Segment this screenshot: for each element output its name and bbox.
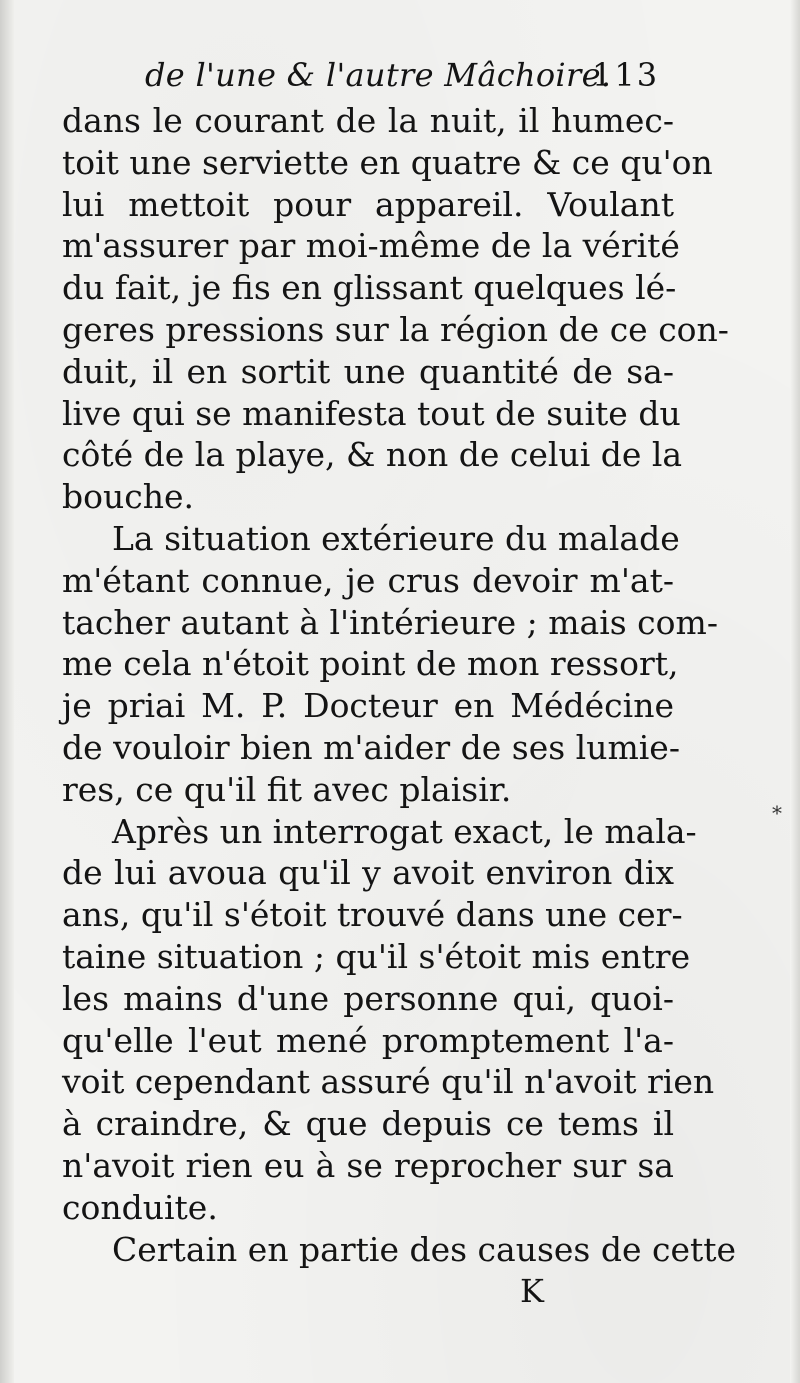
signature-mark: K [520,1272,544,1310]
text-line: tacher autant à l'intérieure ; mais com- [62,602,718,642]
paragraph-1 [62,100,729,518]
text-line: à craindre, & que depuis ce tems il [62,1104,674,1144]
page-header [0,50,800,100]
text-line: toit une serviette en quatre & ce qu'on [62,142,713,182]
page-gutter-shadow [0,0,14,1383]
text-line: m'étant connue, je crus devoir m'at- [62,560,674,600]
page-number: 113 [592,56,660,94]
text-line: res, ce qu'il fit avec plaisir. [62,769,512,809]
text-line: dans le courant de la nuit, il humec- [62,101,674,140]
text-line: geres pressions sur la région de ce con- [62,309,729,349]
text-line: je priai M. P. Docteur en Médécine [62,686,674,726]
text-line: conduite. [62,1187,218,1227]
text-line: La situation extérieure du malade [112,518,680,558]
text-line: du fait, je fis en glissant quelques lé- [62,268,677,308]
text-line: Certain en partie des causes de cette [112,1229,737,1269]
text-line: voit cependant assuré qu'il n'avoit rien [62,1062,715,1102]
text-line: m'assurer par moi-même de la vérité [62,226,680,266]
text-line: les mains d'une personne qui, quoi- [62,978,674,1018]
page-edge-shadow [790,0,800,1383]
text-line: taine situation ; qu'il s'étoit mis entre [62,936,691,976]
text-line: de lui avoua qu'il y avoit environ dix [62,853,674,893]
text-line: n'avoit rien eu à se reprocher sur sa [62,1145,674,1185]
text-line: Après un interrogat exact, le mala- [112,811,697,851]
text-line: duit, il en sortit une quantité de sa- [62,351,674,391]
paragraph-4 [62,1229,737,1271]
text-line: qu'elle l'eut mené promptement l'a- [62,1020,674,1060]
text-line: me cela n'étoit point de mon ressort, [62,644,679,684]
text-line: bouche. [62,477,194,517]
paragraph-3 [62,811,715,1229]
page-footer [0,1272,800,1312]
text-line: live qui se manifesta tout de suite du [62,393,681,433]
body-text [62,100,737,1270]
text-line: côté de la playe, & non de celui de la [62,435,683,475]
text-line: ans, qu'il s'étoit trouvé dans une cer- [62,895,683,935]
running-title: de l'une & l'autre Mâchoire. [145,56,612,94]
ink-speck-icon: ⁎ [772,795,782,819]
paragraph-2 [62,518,718,811]
text-line: lui mettoit pour appareil. Voulant [62,184,674,224]
text-line: de vouloir bien m'aider de ses lumie- [62,727,680,767]
